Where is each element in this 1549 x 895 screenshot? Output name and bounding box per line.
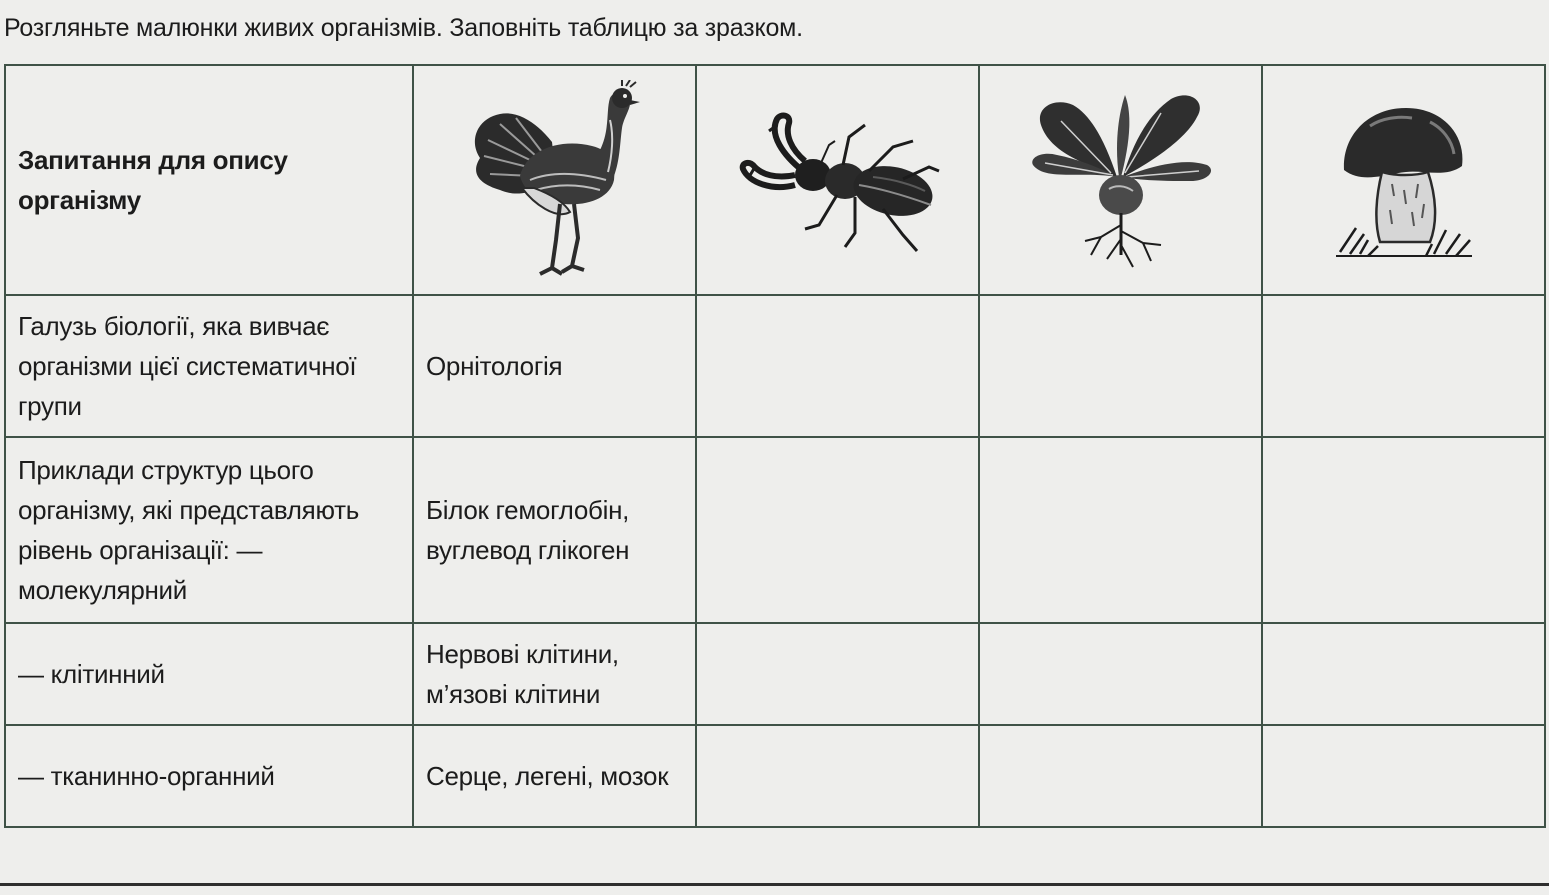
answer-plant-molecular[interactable]: [979, 437, 1262, 623]
table-row: [5, 725, 1545, 827]
beet-plant-icon: [1021, 85, 1221, 275]
mushroom-icon: [1334, 100, 1474, 260]
answer-bird-molecular[interactable]: Білок гемоглобін, вуглевод глікоген: [413, 437, 696, 623]
table-header-row: [5, 65, 1545, 295]
question-tissue-organ: — тканинно-органний: [5, 725, 413, 827]
answer-plant-cellular[interactable]: [979, 623, 1262, 725]
organism-cell-mushroom: [1262, 65, 1545, 295]
question-molecular: Приклади структур цього організму, які представляють рівень організації: — молекулярний: [5, 437, 413, 623]
answer-bird-cellular[interactable]: Нервові клітини, м’язові клітини: [413, 623, 696, 725]
table-row: [5, 295, 1545, 437]
question-branch: Галузь біології, яка вивчає організми цієї систематичної групи: [5, 295, 413, 437]
answer-mushroom-tissue-organ[interactable]: [1262, 725, 1545, 827]
answer-bird-tissue-organ[interactable]: Серце, легені, мозок: [413, 725, 696, 827]
page-bottom-divider: [0, 883, 1549, 886]
question-column-header: Запитання для опису організму: [5, 65, 413, 295]
answer-plant-tissue-organ[interactable]: [979, 725, 1262, 827]
organism-cell-plant: [979, 65, 1262, 295]
organism-cell-beetle: [696, 65, 979, 295]
answer-beetle-molecular[interactable]: [696, 437, 979, 623]
table-row: [5, 437, 1545, 623]
table-row: [5, 623, 1545, 725]
organism-cell-bird: [413, 65, 696, 295]
instruction-text: Розгляньте малюнки живих організмів. Заповніть таблицю за зразком.: [4, 14, 803, 42]
answer-mushroom-cellular[interactable]: [1262, 623, 1545, 725]
answer-plant-branch[interactable]: [979, 295, 1262, 437]
question-cellular: — клітинний: [5, 623, 413, 725]
answer-beetle-cellular[interactable]: [696, 623, 979, 725]
answer-mushroom-branch[interactable]: [1262, 295, 1545, 437]
answer-mushroom-molecular[interactable]: [1262, 437, 1545, 623]
answer-bird-branch[interactable]: Орнітологія: [413, 295, 696, 437]
bird-icon: [460, 80, 650, 280]
organism-description-table: [4, 64, 1546, 828]
answer-beetle-tissue-organ[interactable]: [696, 725, 979, 827]
stag-beetle-icon: [733, 105, 943, 255]
answer-beetle-branch[interactable]: [696, 295, 979, 437]
